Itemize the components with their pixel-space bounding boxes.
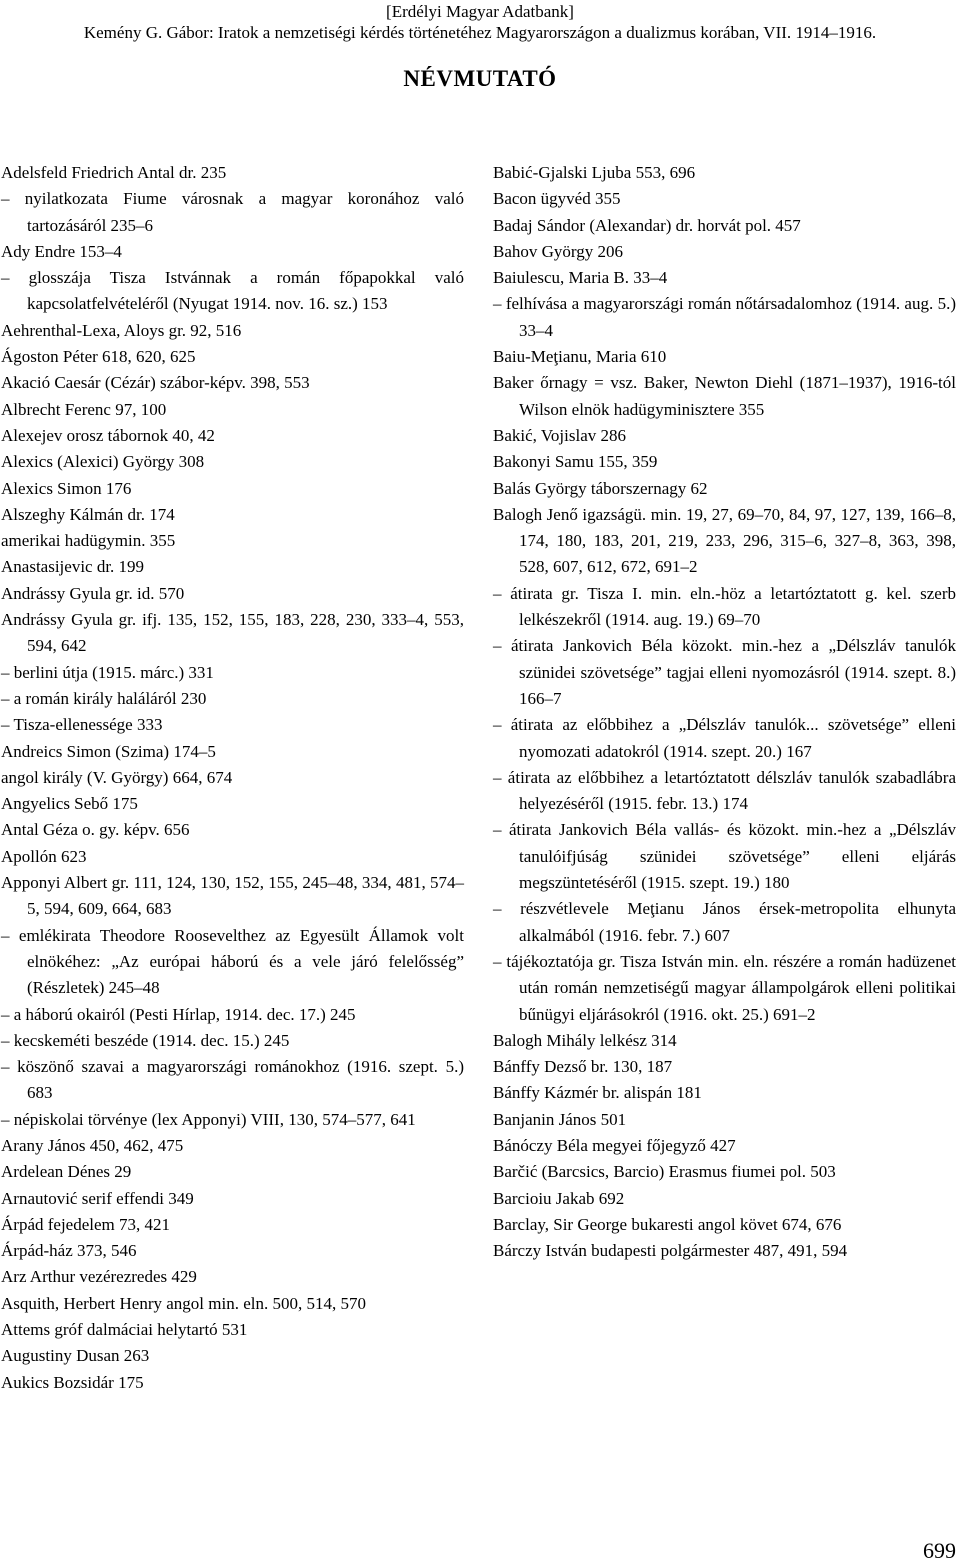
index-entry: Aukics Bozsidár 175 bbox=[1, 1372, 144, 1392]
index-entry: Akació Caesár (Cézár) szábor-képv. 398, 553 bbox=[1, 373, 310, 393]
index-entry: Ágoston Péter 618, 620, 625 bbox=[1, 347, 196, 367]
index-entry: Bacon ügyvéd 355 bbox=[493, 189, 621, 209]
index-entry: Andrássy Gyula gr. id. 570 bbox=[1, 583, 185, 603]
index-subentry: – Tisza-ellenessége 333 bbox=[1, 715, 163, 735]
index-entry: Bahov György 206 bbox=[493, 241, 624, 261]
index-subentry: – emlékirata Theodore Roosevelthez az Egyesült Államok volt elnökéhez: „Az európai háború és a vele járó felelősség” (Részletek) 245–48 bbox=[1, 925, 464, 998]
index-subentry: – tájékoztatója gr. Tisza István min. eln. részére a román hadüzenet után román nemzetiségű magyar állampolgárok elleni politikai bűnügyi eljárásokról (1916. okt. 25.) 691–2 bbox=[493, 951, 956, 1024]
index-entry: Apollón 623 bbox=[1, 846, 87, 866]
index-entry: amerikai hadügymin. 355 bbox=[1, 531, 176, 551]
index-entry: Aehrenthal-Lexa, Aloys gr. 92, 516 bbox=[1, 320, 242, 340]
index-entry: Arnautović serif effendi 349 bbox=[1, 1188, 194, 1208]
header-source: [Erdélyi Magyar Adatbank] bbox=[386, 2, 574, 21]
index-column-right bbox=[493, 160, 956, 1264]
index-entry: Barclay, Sir George bukaresti angol követ 674, 676 bbox=[493, 1214, 842, 1234]
index-subentry: – köszönő szavai a magyarországi románokhoz (1916. szept. 5.) 683 bbox=[1, 1057, 464, 1103]
index-entry: Alexejev orosz tábornok 40, 42 bbox=[1, 425, 215, 445]
index-subentry: – nyilatkozata Fiume városnak a magyar koronához való tartozásáról 235–6 bbox=[1, 189, 464, 235]
index-entry: Baiu-Meţianu, Maria 610 bbox=[493, 347, 667, 367]
index-entry: Balogh Mihály lelkész 314 bbox=[493, 1030, 677, 1050]
index-entry: Barcioiu Jakab 692 bbox=[493, 1188, 625, 1208]
index-entry: Angyelics Sebő 175 bbox=[1, 794, 138, 814]
index-entry: Balogh Jenő igazságü. min. 19, 27, 69–70, 84, 97, 127, 139, 166–8, 174, 180, 183, 201, 219, 233, 296, 315–6, 327–8, 363, 398, 528, 607, 612, 672, 691–2 bbox=[493, 504, 956, 577]
index-entry: Ardelean Dénes 29 bbox=[1, 1162, 132, 1182]
index-subentry: – átirata Jankovich Béla közokt. min.-hez a „Délszláv tanulók szünidei szövetsége” tagjai elleni nyomozásról (1914. szept. 8.) 166–7 bbox=[493, 636, 956, 708]
index-subentry: – felhívása a magyarországi román nőtársadalomhoz (1914. aug. 5.) 33–4 bbox=[493, 294, 956, 340]
index-entry: Arany János 450, 462, 475 bbox=[1, 1135, 184, 1155]
index-entry: Asquith, Herbert Henry angol min. eln. 500, 514, 570 bbox=[1, 1293, 366, 1313]
index-subentry: – átirata az előbbihez a „Délszláv tanulók... szövetsége” elleni nyomozati adatokról (1914. szept. 20.) 167 bbox=[493, 715, 956, 761]
index-entry: Augustiny Dusan 263 bbox=[1, 1346, 150, 1366]
index-entry: Arz Arthur vezérezredes 429 bbox=[1, 1267, 197, 1287]
index-entry: Árpád-ház 373, 546 bbox=[1, 1241, 137, 1261]
index-entry: Andreics Simon (Szima) 174–5 bbox=[1, 741, 216, 761]
index-entry: Attems gróf dalmáciai helytartó 531 bbox=[1, 1320, 248, 1340]
index-entry: Bakić, Vojislav 286 bbox=[493, 425, 627, 445]
index-entry: Bakonyi Samu 155, 359 bbox=[493, 452, 658, 472]
index-entry: Andrássy Gyula gr. ifj. 135, 152, 155, 183, 228, 230, 333–4, 553, 594, 642 bbox=[1, 610, 464, 656]
index-entry: Ady Endre 153–4 bbox=[1, 241, 122, 261]
index-subentry: – a román király haláláról 230 bbox=[1, 688, 207, 708]
index-subentry: – részvétlevele Meţianu János érsek-metropolita elhunyta alkalmából (1916. febr. 7.) 607 bbox=[493, 899, 956, 945]
index-entry: Badaj Sándor (Alexandar) dr. horvát pol. 457 bbox=[493, 215, 801, 235]
index-subentry: – kecskeméti beszéde (1914. dec. 15.) 245 bbox=[1, 1030, 290, 1050]
index-entry: Alexics (Alexici) György 308 bbox=[1, 452, 205, 472]
index-subentry: – glosszája Tisza Istvánnak a román főpapokkal való kapcsolatfelvételéről (Nyugat 1914. nov. 16. sz.) 153 bbox=[1, 268, 464, 314]
index-entry: Bárczy István budapesti polgármester 487, 491, 594 bbox=[493, 1241, 848, 1261]
index-entry: Banjanin János 501 bbox=[493, 1109, 627, 1129]
index-subentry: – átirata Jankovich Béla vallás- és közokt. min.-hez a „Délszláv tanulóifjúság szünidei szövetsége” elleni eljárás megszüntetéséről (1915. szept. 19.) 180 bbox=[493, 820, 956, 893]
index-entry: Babić-Gjalski Ljuba 553, 696 bbox=[493, 163, 696, 182]
page-number: 699 bbox=[923, 1538, 956, 1563]
index-subentry: – a háború okairól (Pesti Hírlap, 1914. dec. 17.) 245 bbox=[1, 1004, 356, 1024]
index-entry: Baker őrnagy = vsz. Baker, Newton Diehl (1871–1937), 1916-tól Wilson elnök hadügyminisztere 355 bbox=[493, 373, 956, 419]
index-entry: Alszeghy Kálmán dr. 174 bbox=[1, 504, 175, 524]
index-subentry: – átirata az előbbihez a letartóztatott délszláv tanulók szabadlábra helyezéséről (1915. febr. 13.) 174 bbox=[493, 767, 956, 814]
index-entry: angol király (V. György) 664, 674 bbox=[1, 767, 233, 787]
index-entry: Barčić (Barcsics, Barcio) Erasmus fiumei pol. 503 bbox=[493, 1162, 836, 1182]
index-entry: Apponyi Albert gr. 111, 124, 130, 152, 155, 245–48, 334, 481, 574–5, 594, 609, 664, 683 bbox=[1, 873, 464, 919]
index-subentry: – berlini útja (1915. márc.) 331 bbox=[1, 662, 214, 682]
index-column-left bbox=[1, 160, 464, 1396]
index-subentry: – átirata gr. Tisza I. min. eln.-höz a letartóztatott g. kel. szerb lelkészekről (1914. aug. 19.) 69–70 bbox=[493, 583, 956, 630]
index-entry: Árpád fejedelem 73, 421 bbox=[1, 1214, 170, 1234]
index-entry: Baiulescu, Maria B. 33–4 bbox=[493, 268, 668, 288]
index-entry: Alexics Simon 176 bbox=[1, 478, 132, 498]
index-entry: Anastasijevic dr. 199 bbox=[1, 557, 145, 577]
index-entry: Balás György táborszernagy 62 bbox=[493, 478, 708, 498]
page-title: NÉVMUTATÓ bbox=[403, 66, 557, 91]
index-entry: Antal Géza o. gy. képv. 656 bbox=[1, 820, 190, 840]
index-entry: Adelsfeld Friedrich Antal dr. 235 bbox=[1, 163, 227, 182]
index-subentry: – népiskolai törvénye (lex Apponyi) VIII, 130, 574–577, 641 bbox=[1, 1109, 416, 1129]
index-entry: Bánffy Dezső br. 130, 187 bbox=[493, 1057, 673, 1077]
index-entry: Albrecht Ferenc 97, 100 bbox=[1, 399, 167, 419]
index-entry: Bánffy Kázmér br. alispán 181 bbox=[493, 1083, 702, 1103]
header-citation: Kemény G. Gábor: Iratok a nemzetiségi kérdés történetéhez Magyarországon a dualizmus korában, VII. 1914–1916. bbox=[83, 23, 877, 42]
index-entry: Bánóczy Béla megyei főjegyző 427 bbox=[493, 1135, 736, 1155]
